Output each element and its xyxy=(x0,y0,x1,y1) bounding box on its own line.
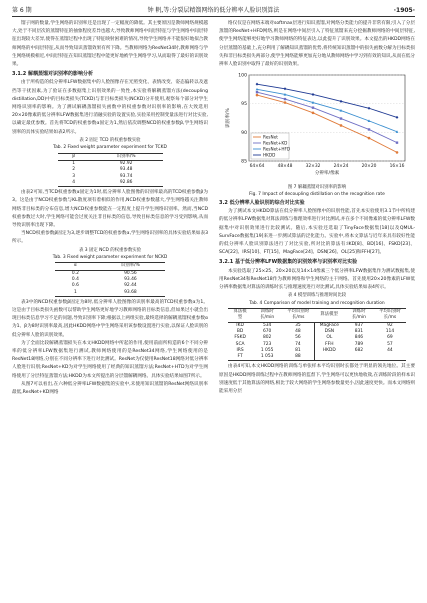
table-header: 训练时长/min xyxy=(344,309,374,323)
table-cell: 44 xyxy=(387,347,393,353)
table-cell xyxy=(344,354,374,361)
table-cell: MagFace xyxy=(314,322,344,329)
table-cell: 723 xyxy=(262,341,272,347)
table-cell: 93.48 xyxy=(119,167,133,173)
table-cell xyxy=(314,354,344,361)
x-tick-label: 32×32 xyxy=(305,164,321,170)
table-cell: 114 xyxy=(385,328,395,334)
section-heading: 3.1.2 解耦蒸馏对识别率的影响分析 xyxy=(12,71,93,78)
table-header: 平均识别时长/ms xyxy=(282,309,314,323)
body-paragraph: 络仅仅是在网络末端对softmax层进行知识蒸馏,对网络分类能力的提升非常有限;引入了分层蒸馏的ResNet+HFD网络,则是在网络中间层引入了特征蒸馏来充分挖掘教师网络的中间层特征,使学生网络能够更好地学习教师网络的特征表达,以此提升了识别效果。本文提出的HKDD网络在分层蒸馏的基础上,充分利用了解耦知识蒸馏的优势,将传统知识蒸馏中的损失函数分解为目标类损失和非目标类损失两部分,使学生网络能够更加充分地从教师网络中学习到有效的知识,从而在低分辨率人脸识别中取得了最好的识别效果。 xyxy=(219,21,415,68)
data-point xyxy=(340,100,343,103)
table-cell: 0.6 xyxy=(71,283,79,289)
x-tick-label: 20×20 xyxy=(361,164,377,170)
body-paragraph: 当NCD权重参数β固定为3,逐步调整TCD的权重参数α,学生网络识别率的具体实验结果如表3所示。 xyxy=(12,231,208,245)
table-cell: FSKD xyxy=(234,335,246,341)
figure-7-caption-cn: 图 7 解耦蒸馏对识别率的影响 xyxy=(287,185,347,191)
table-cell: 93.68 xyxy=(96,290,165,297)
table-4 xyxy=(228,308,406,361)
table-row xyxy=(58,180,163,187)
data-point xyxy=(396,116,399,119)
table-cell: SCA xyxy=(235,341,245,347)
table-cell: 682 xyxy=(354,347,364,353)
data-point xyxy=(256,83,259,86)
section-heading: 3.2 低分辨率人脸识别的综合对比实验 xyxy=(219,200,305,207)
legend-label: ResNet+KD xyxy=(263,140,288,146)
data-point xyxy=(312,112,315,115)
table-cell: 56 xyxy=(295,335,301,341)
table-cell: 0.2 xyxy=(71,270,79,276)
table-cell: 1 xyxy=(55,290,96,297)
table-cell: 802 xyxy=(262,335,272,341)
running-header xyxy=(12,6,415,17)
table-4-caption-cn: 表 4 模型训练与推理时间比较 xyxy=(287,293,347,299)
body-paragraph: 馏子网的数量,学生网络的识别率还是出现了一定幅度的降低。其主要原因是教师网络规模越大,处于不同层次的蒸馏特征的抽象程度差异也越大,导致教师网络中间层特征与学生网络中间层特征出现较大差异,使得在蒸馏过程中出现了特征映射困难的情况,导致学生网络并不能很好地拟合教师网络的中间层特征,从而导致知识蒸馏效果有所下降。当教师网络为ResNet34时,教师网络与学生网络规模相近,中间层特征在知识蒸馏过程中能更好地被学生网络学习,从而取得了最好的识别效果。 xyxy=(12,21,208,68)
data-point xyxy=(396,142,398,144)
table-row xyxy=(228,354,406,361)
figure-7-caption-en: Fig. 7 Impact of decoupling distillation on the recognition rate xyxy=(249,191,385,197)
table-cell: 92.92 xyxy=(119,160,133,166)
table-cell: 93.46 xyxy=(124,276,137,282)
table-cell: 81 xyxy=(295,347,301,353)
table-3-caption-cn: 表 3 固定 NCD 的权重参数实验 xyxy=(78,247,141,253)
table-cell: 831 xyxy=(354,328,364,334)
body-paragraph: 由表2可知,当TCD权重参数α固定为1时,低分辨率人脸图像的识别率最高的TCD权重参数β为3。这是由于NCD权重参数与KL散度项有着相似的作用,NCD权重参数越大,学生网络越关注教师网络非目标类的分布信息,增大NCD权重参数能在一定程度上提升学生网络识别率。然而,当NCD权重参数过大时,学生网络可能会过度关注非目标类的信息,导致目标类信息的学习受到影响,从而导致识别率出现下降。 xyxy=(12,190,208,228)
y-axis-label: 识别率/% xyxy=(226,108,231,129)
table-cell: 92.44 xyxy=(124,283,137,289)
x-tick-label: 48×48 xyxy=(277,164,293,170)
body-paragraph: 由于所构造的低分辨率LFW数据集中的人脸图像存在光照变化、表情改变、姿态偏转以及遮挡等干扰因素,为了验证在多数据集上识别效果的一致性,本实验将解耦蒸馏方法(decoupling distillation,DD)中的目标类损失(TCKD)与非目标类损失(NCKD)分开使用,观察每个部分对学生网络识别率的影响。为了测试解耦蒸馏损失函数中的权重参数对识别率的影响,在大致选用20×20像素的低分辨率LFW数据集进行消融实验的设置实验,实验采用控制变量法进行对比实验,以确定最优参数。首先将TCD的权重参数α固定为1,然后依次调整NCD的权重参数β,学生网络识别率的具体实验结果如表2所示。 xyxy=(12,80,208,135)
figure-7 xyxy=(219,69,415,185)
running-title: 钟 帆,等:分裂层精馏网络的低分辨率人脸识别算法 xyxy=(147,7,280,14)
table-cell: HKDD xyxy=(314,348,344,354)
page-number: ·1905· xyxy=(393,7,415,14)
table-cell: 670 xyxy=(262,328,272,334)
y-tick-label: 100 xyxy=(238,73,247,79)
data-point xyxy=(340,124,343,127)
y-tick-label: 95 xyxy=(241,102,247,108)
x-tick-label: 64×64 xyxy=(249,164,265,170)
table-cell: FT xyxy=(228,354,252,361)
x-tick-label: 16×16 xyxy=(389,164,405,170)
table-cell: 0.4 xyxy=(71,276,79,282)
data-point xyxy=(284,87,287,90)
table-header: 算法模型 xyxy=(228,309,252,323)
table-3-caption-en: Tab. 3 Fixed weight parameter experiment for NCKD xyxy=(52,254,168,260)
table-row xyxy=(228,322,406,329)
table-row xyxy=(55,290,165,297)
legend-label: ResNet+HFD xyxy=(263,146,291,152)
table-cell: 3 xyxy=(72,173,76,179)
body-paragraph: 为了测试本文HKDD算法在低分辨率人脸图像中的识别性能,首先本实验使用3.1节中所构建的低分辨率LFW数据集对算法训练与推理效率进行对比测试,并在多个不同像素的低分辨率LFW数据集中对识别效果进行比较测试。随后,本实验还选取了TinyFace数据集[18]以及QMUL-SurvFace数据集[19]来进一步测试算法的泛化能力。实验中,将本文算法与近年来具有较好性能的低分辨率人脸识别算法进行了对比实验,所对比的算法有:IKD[8]、BD[16]、FSKD[23]、SCA[22]、IRS[10]、FT[15]、MagFace[24]、DSN[26]、OL[25]和FFH[27]。 xyxy=(219,209,415,256)
table-cell: 789 xyxy=(354,341,364,347)
table-cell: 93.74 xyxy=(119,173,133,179)
data-point xyxy=(340,118,342,120)
table-cell: 1 053 xyxy=(252,354,282,361)
y-tick-label: 85 xyxy=(241,159,247,165)
table-cell: 4 xyxy=(58,180,90,187)
table-header: 识别率/% xyxy=(96,263,165,270)
data-point xyxy=(368,128,370,130)
table-cell: FFH xyxy=(314,342,344,348)
table-header: 算法模型 xyxy=(314,309,344,323)
table-cell: 74 xyxy=(295,341,301,347)
table-4-caption-en: Tab. 4 Comparison of model training and recognition duration xyxy=(249,300,385,306)
table-3 xyxy=(55,262,165,296)
table-header: 平均识别时长/ms xyxy=(374,309,406,323)
table-cell: 846 xyxy=(354,335,364,341)
body-paragraph: 由表4可知,本文HKDD网络的训练与单张样本平均识别时长都处于明显的领先地位。其主要原因是HKDD网络训练过程中在教师网络的监督下,学生网络可以更快地收敛,在训练阶段的样本识别速度低于其他算法的网络,相比于较大网络的学生网络参数量更小,因此速度更快。而本文网络则能采用分层 xyxy=(219,364,415,395)
table-cell: OL xyxy=(314,335,344,341)
body-paragraph: 本实验选取了25×25、20×20以及14×14像素三个低分辨率LFW数据集作为测试数据集,使用ResNet34和ResNet18作为教师网络和学生网络的主干网络。首先使用20×20像素的LFW低分辨率数据集对算法的训练时长与推理速度进行对比测试,具体实验结果如表4所示。 xyxy=(219,268,415,291)
body-paragraph: 表3中的NCD权重参数β固定为8时,低分辨率人脸图像的识别率最高的TCD权重参数α为1。这是由于目标类损失函数可以帮助学生网络更好地学习教师网络的目标类信息,但如果过小就会出现目标类信息学习不足的问题,导致识别率下降;根据以上两组实验,最终选择的解耦蒸馏权重参数α为1、β为8时识别率最高,因此HKDD网络中学生网络采用该参数设置进行实验,以保证人脸识别的低分辨率人脸的识别效果。 xyxy=(12,299,208,338)
data-point xyxy=(312,107,314,109)
table-header: 训练时长/min xyxy=(252,309,282,323)
legend-label: ResNet xyxy=(263,134,278,140)
data-point xyxy=(368,137,371,140)
right-column xyxy=(219,20,415,396)
table-cell: 1 055 xyxy=(260,347,274,353)
table-header: 识别率/% xyxy=(90,153,163,160)
table-cell: 92.86 xyxy=(90,180,163,187)
section-heading: 3.2.1 基于低分辨率LFW数据集的识别效率与识别率对比实验 xyxy=(219,259,358,266)
table-cell: IKD xyxy=(236,322,244,328)
data-point xyxy=(396,151,399,154)
table-row xyxy=(55,270,165,277)
table-2-caption-cn: 表 2 固定 TCD 的权重参数实验 xyxy=(79,137,141,143)
recognition-rate-chart xyxy=(219,69,415,185)
table-cell: 57 xyxy=(387,341,393,347)
table-cell: 35 xyxy=(295,322,301,328)
table-cell: 2 xyxy=(72,167,76,173)
table-cell: 48 xyxy=(295,328,301,334)
legend-label: HKDD xyxy=(263,152,276,158)
table-cell: DSN xyxy=(314,329,344,335)
table-cell: IRS xyxy=(236,347,244,353)
table-cell: 534 xyxy=(262,322,272,328)
table-cell: 1 xyxy=(72,160,76,166)
table-2-caption-en: Tab. 2 Fixed weight parameter experiment for TCKD xyxy=(53,145,167,151)
data-point xyxy=(368,107,371,110)
table-cell: 90.56 xyxy=(124,270,137,276)
issue-number: 第 6 期 xyxy=(12,7,32,14)
table-cell xyxy=(374,354,406,361)
body-paragraph: 从图7可以看出,在六种低分辨率LFW数据集的实验中,未使用知识蒸馏的ResNet网络识别率最低,ResNet+KD网络 xyxy=(12,381,208,396)
table-cell: 92 xyxy=(387,322,393,328)
data-point xyxy=(256,94,259,97)
table-header: α xyxy=(55,263,96,270)
x-axis-label: 分辨率/像素 xyxy=(314,171,340,177)
table-2 xyxy=(58,153,163,187)
table-cell: 937 xyxy=(354,322,364,328)
y-tick-label: 90 xyxy=(241,131,247,137)
table-cell: 69 xyxy=(387,335,393,341)
data-point xyxy=(312,93,315,96)
body-paragraph: 为了全面比较解耦蒸馏损失在本文HKDD网络中所起的作用,使用前面所构造的6个不同分辨率的低分辨率LFW数据集进行测试,教师网络使用的是ResNet34网络,学生网络使用的是ResNet18网络,分别在不同分辨率下进行对比测试。ResNet为仅使用ResNet18网络对低分辨率人脸进行识别;ResNet+KD为对学生网络使用了经典的知识蒸馏方法;ResNet+HTD为对学生网络使用了分层特征蒸馏方法;HKDD为本文所提出的分层馏解耦网络。具体实验结果如图7所示。 xyxy=(12,340,208,379)
x-tick-label: 24×24 xyxy=(333,164,349,170)
table-cell: BD xyxy=(236,328,244,334)
left-column xyxy=(12,20,208,397)
data-point xyxy=(284,101,287,104)
data-point xyxy=(284,98,286,100)
table-header: β xyxy=(58,153,90,160)
table-cell: 88 xyxy=(282,354,314,361)
data-point xyxy=(256,91,258,93)
